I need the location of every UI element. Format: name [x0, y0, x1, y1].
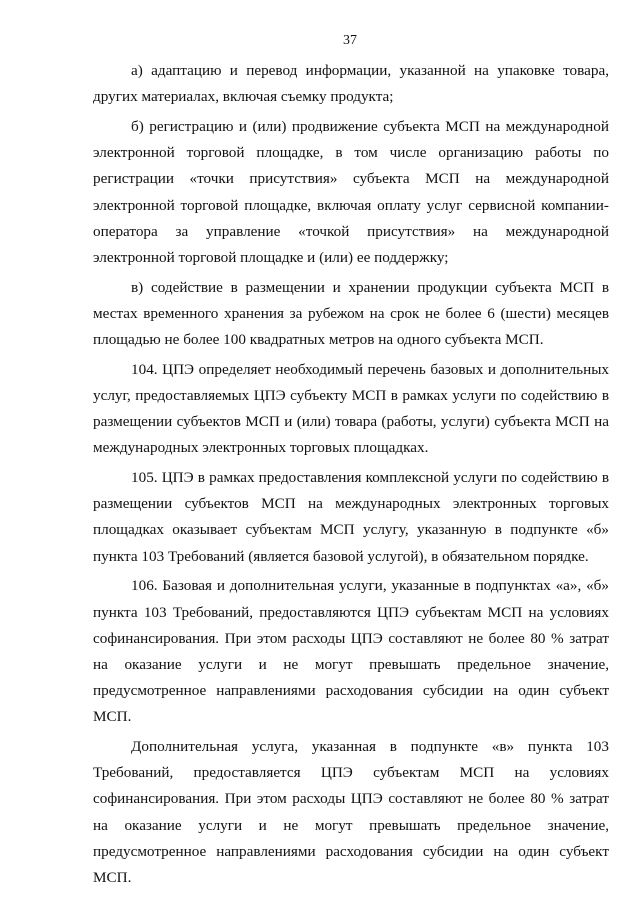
paragraph-item-a: а) адаптацию и перевод информации, указанной на упаковке товара, других материалах, включая съемку продукта;: [93, 62, 609, 106]
paragraph-106: 106. Базовая и дополнительная услуги, указанные в подпунктах «а», «б» пункта 103 Требований, предоставляются ЦПЭ субъектам МСП на условиях софинансирования. При этом расходы ЦПЭ составляют не более 80 % затрат на оказание услуги и не могут превышать предельное значение, предусмотренное направлениями расходования субсидии на один субъект МСП.: [93, 577, 609, 726]
paragraph-item-v: в) содействие в размещении и хранении продукции субъекта МСП в местах временного хранения за рубежом на срок не более 6 (шести) месяцев площадью не более 100 квадратных метров на одного субъекта МСП.: [93, 278, 609, 349]
document-body: [93, 58, 609, 891]
paragraph-item-b: б) регистрацию и (или) продвижение субъекта МСП на международной электронной торговой площадке, в том числе организацию работы по регистрации «точки присутствия» субъекта МСП на международной электронной торговой площадке, включая оплату услуг сервисной компании-оператора за управление «точкой присутствия» на международной электронной торговой площадке и (или) ее поддержку;: [93, 117, 609, 266]
paragraph-additional-service: Дополнительная услуга, указанная в подпункте «в» пункта 103 Требований, предоставляется ЦПЭ субъектам МСП на условиях софинансирования. При этом расходы ЦПЭ составляют не более 80 % затрат на оказание услуги и не могут превышать предельное значение, предусмотренное направлениями расходования субсидии на один субъект МСП.: [93, 738, 609, 887]
page-number: 37: [343, 33, 357, 48]
paragraph-105: 105. ЦПЭ в рамках предоставления комплексной услуги по содействию в размещении субъектов МСП на международных электронных торговых площадках оказывает субъектам МСП услугу, указанную в подпункте «б» пункта 103 Требований (является базовой услугой), в обязательном порядке.: [93, 469, 609, 565]
paragraph-104: 104. ЦПЭ определяет необходимый перечень базовых и дополнительных услуг, предоставляемых ЦПЭ субъекту МСП в рамках услуги по содействию в размещении субъектов МСП и (или) товара (работы, услуги) субъекта МСП на международных электронных торговых площадках.: [93, 360, 609, 457]
